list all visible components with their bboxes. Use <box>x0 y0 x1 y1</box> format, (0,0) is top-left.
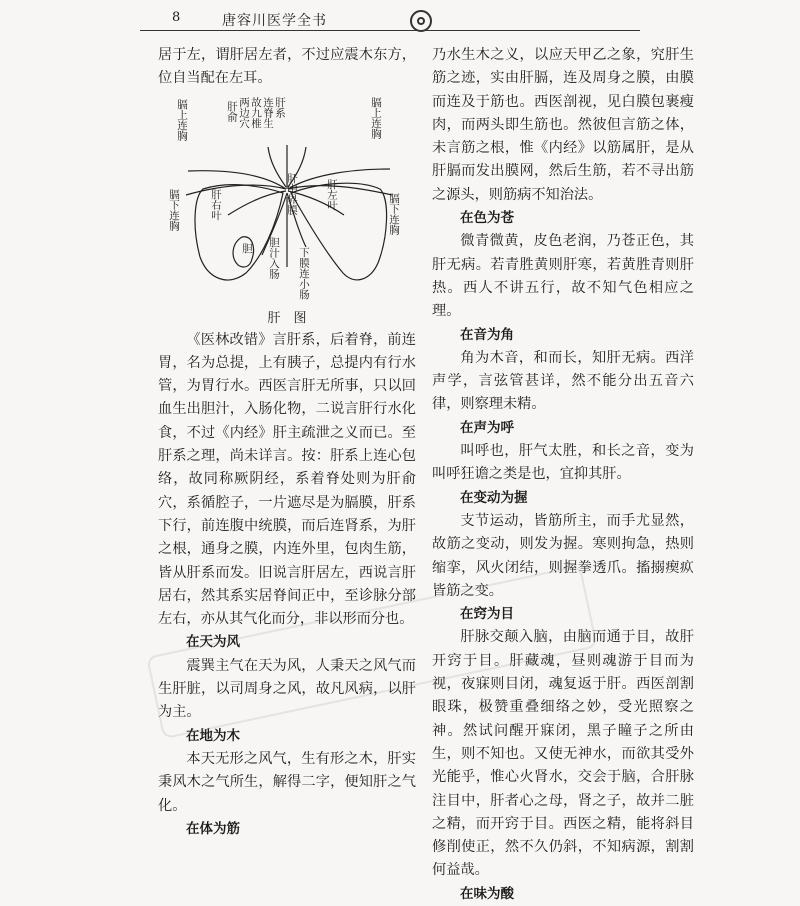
figure-caption: 肝 图 <box>267 310 307 326</box>
publisher-logo-icon <box>410 10 432 32</box>
left-paragraph-3: 本天无形之风气，生有形之木，肝实秉风木之气所生，解得二字，便知肝之气化。 <box>158 750 416 814</box>
header-rule <box>140 30 640 31</box>
label-center-membrane: 肝中界膜 <box>286 172 298 215</box>
heading-heaven-wind: 在天为风 <box>186 634 240 651</box>
label-spine-connection: 连脊生 <box>262 96 274 129</box>
label-gallbladder: 胆 <box>241 242 253 254</box>
heading-change-grip: 在变动为握 <box>460 489 528 506</box>
left-paragraph-1: 《医林改错》言肝系，后着脊，前连胃，名为总提，上有胰子，总提内有行水管，为胃行水。西医言肝无所事，只以回血生出胆汁，入肠化物，二说言肝行水化食，不过《内经》肝主疏泄之义而已。至肝系之理，尚未详言。按：肝系上连心包络，故同称厥阴经，系着脊处则为肝俞穴，系循腔子，一片遮尽是为膈膜，肝系下行，前连腹中统膜，而后连肾系，为肝之根，通身之膜，内连外里，包肉生筋，皆从肝系而发。旧说言肝居左，西说言肝居右，然其系实居脊间正中，至诊脉分部左右，亦从其气化而分，非以形而分也。 <box>158 331 416 628</box>
heading-body-tendon: 在体为筋 <box>186 820 240 837</box>
label-liver-system: 肝系 <box>274 96 286 118</box>
liver-diagram <box>158 97 416 329</box>
heading-tone-jue: 在音为角 <box>460 326 514 343</box>
heading-orifice-eye: 在窍为目 <box>460 606 514 623</box>
label-liver-left-lobe: 肝左叶 <box>326 178 338 211</box>
vessel-branches-right <box>288 147 392 215</box>
right-paragraph-6: 肝脉交颠入脑，由脑而通于目，故肝开窍于目。肝藏魂，昼则魂游于目而为视，夜寐则目闭，魂复返于肝。西医剖割眼珠，极赞重叠细络之妙，受光照察之神。然试问醒开寐闭，黑子瞳子之所由生，则不知也。又使无神水，而欲其受外光能乎，惟心火肾水，交会于脑，合肝脉注目中，肝者心之母，肾之子，故并二脏之精，而开窍于目。西医之精，能将斜目修削使正，然不久仍斜，不知病源，割割何益哉。 <box>432 629 694 879</box>
label-ninth-vertebra: 故九椎 <box>250 96 262 129</box>
label-bile-to-intestine: 胆汁入肠 <box>268 236 280 279</box>
left-paragraph-top: 居于左，谓肝居左者，不过应震木东方，位自当配在左耳。 <box>158 47 416 87</box>
label-left-lower-chest: 膈下连胸 <box>168 188 180 231</box>
heading-voice-shout: 在声为呼 <box>460 419 514 436</box>
right-paragraph-5: 支节运动，皆筋所主，而手尤显然，故筋之变动，则发为握。寒则拘急，热则缩挛，风火闭结，则握拳透爪。搐搦瘈疭皆筋之变。 <box>432 512 694 599</box>
page-number: 8 <box>172 10 181 25</box>
book-title: 唐容川医学全书 <box>222 13 327 29</box>
page-header <box>140 8 640 32</box>
label-right-lower-chest: 膈下连胸 <box>388 192 400 235</box>
label-two-side-points: 两边穴 <box>238 96 250 129</box>
label-liver-right-lobe: 肝右叶 <box>210 188 222 221</box>
right-paragraph-3: 角为木音，和而长，知肝无病。西洋声学，言弦管甚详，然不能分出五音六律，则察理未精。 <box>432 349 694 413</box>
heading-taste-sour: 在味为酸 <box>460 885 514 902</box>
vessel-branches-left <box>186 147 286 215</box>
label-lower-membrane: 下膜连小肠 <box>298 246 310 300</box>
label-left-upper-chest: 膈上连胸 <box>176 98 188 141</box>
left-paragraph-2: 震巽主气在天为风，人秉天之风气而生肝脏，以司周身之风，故凡风病，以肝为主。 <box>158 657 416 721</box>
right-column <box>432 44 694 906</box>
right-paragraph-4: 叫呼也，肝气太胜，和长之音，变为叫呼狂谵之类是也，宜抑其肝。 <box>432 443 694 483</box>
label-liver-shu: 肝俞 <box>226 100 238 122</box>
label-right-upper-chest: 膈上连胸 <box>370 96 382 139</box>
heading-earth-wood: 在地为木 <box>186 727 240 744</box>
right-paragraph-2: 微青微黄，皮色老润，乃苍正色，其肝无病。若青胜黄则肝寒，若黄胜青则肝热。西人不讲五行，故不知气色相应之理。 <box>432 233 694 320</box>
heading-color-cang: 在色为苍 <box>460 210 514 227</box>
right-paragraph-1: 乃水生木之义，以应天甲乙之象，究肝生筋之迹，实由肝膈，连及周身之膜，由膜而连及于筋也。西医剖视，见白膜包裹瘦肉，而两头即生筋也。然彼但言筋之体，未言筋之根，惟《内经》以筋属肝，是从肝膈而发出膜网，然后生筋，若不寻出筋之源头，则筋病不知治法。 <box>432 47 694 203</box>
